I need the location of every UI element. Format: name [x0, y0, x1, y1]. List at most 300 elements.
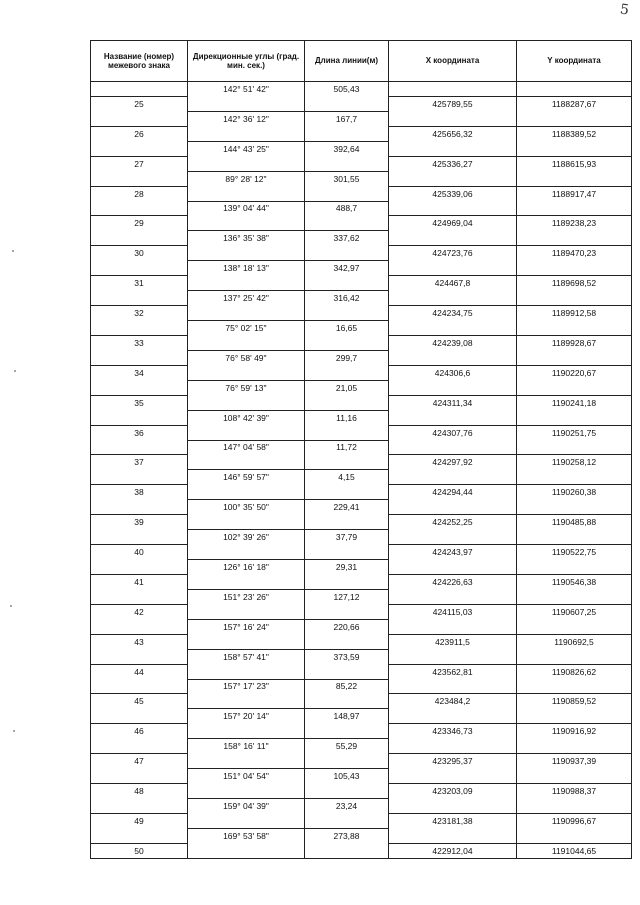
segment-row — [91, 380, 632, 395]
x-coordinate-cell: 424252,25 — [389, 515, 517, 530]
boundary-point-row — [91, 784, 632, 799]
y-coordinate-cell: 1189928,67 — [517, 335, 632, 350]
x-coordinate-cell — [389, 440, 517, 455]
x-coordinate-cell — [389, 560, 517, 575]
line-length-cell: 21,05 — [305, 380, 389, 395]
direction-angle-cell: 147° 04' 58" — [188, 440, 305, 455]
direction-angle-cell: 102° 39' 26" — [188, 530, 305, 545]
point-name-cell — [91, 380, 188, 395]
y-coordinate-cell — [517, 261, 632, 276]
line-length-cell — [305, 276, 389, 291]
line-length-cell — [305, 813, 389, 828]
y-coordinate-cell — [517, 321, 632, 336]
y-coordinate-cell — [517, 828, 632, 843]
y-coordinate-cell: 1191044,65 — [517, 843, 632, 858]
x-coordinate-cell: 424239,08 — [389, 335, 517, 350]
line-length-cell: 505,43 — [305, 82, 389, 97]
y-coordinate-cell — [517, 111, 632, 126]
x-coordinate-cell — [389, 589, 517, 604]
y-coordinate-cell — [517, 380, 632, 395]
direction-angle-cell: 158° 16' 11" — [188, 739, 305, 754]
y-coordinate-cell — [517, 679, 632, 694]
y-coordinate-cell: 1189238,23 — [517, 216, 632, 231]
x-coordinate-cell: 425339,06 — [389, 186, 517, 201]
direction-angle-cell — [188, 156, 305, 171]
direction-angle-cell — [188, 186, 305, 201]
boundary-point-row — [91, 634, 632, 649]
direction-angle-cell — [188, 694, 305, 709]
y-coordinate-cell — [517, 141, 632, 156]
x-coordinate-cell: 424294,44 — [389, 485, 517, 500]
line-length-cell — [305, 335, 389, 350]
table-header-row — [91, 41, 632, 82]
segment-row — [91, 321, 632, 336]
point-name-cell — [91, 769, 188, 784]
point-name-cell — [91, 619, 188, 634]
direction-angle-cell: 100° 35' 50" — [188, 500, 305, 515]
y-coordinate-cell — [517, 799, 632, 814]
line-length-cell — [305, 724, 389, 739]
boundary-point-row — [91, 813, 632, 828]
direction-angle-cell — [188, 365, 305, 380]
point-name-cell: 48 — [91, 784, 188, 799]
x-coordinate-cell: 424969,04 — [389, 216, 517, 231]
point-name-cell: 32 — [91, 306, 188, 321]
point-name-cell: 37 — [91, 455, 188, 470]
point-name-cell: 38 — [91, 485, 188, 500]
segment-row — [91, 679, 632, 694]
line-length-cell — [305, 754, 389, 769]
boundary-point-row — [91, 276, 632, 291]
line-length-cell — [305, 843, 389, 858]
direction-angle-cell — [188, 574, 305, 589]
y-coordinate-cell: 1189912,58 — [517, 306, 632, 321]
direction-angle-cell: 108° 42' 39" — [188, 410, 305, 425]
boundary-point-row — [91, 126, 632, 141]
x-coordinate-cell — [389, 649, 517, 664]
y-coordinate-cell — [517, 589, 632, 604]
line-length-cell: 220,66 — [305, 619, 389, 634]
y-coordinate-cell: 1188287,67 — [517, 96, 632, 111]
direction-angle-cell: 138° 18' 13" — [188, 261, 305, 276]
y-coordinate-cell — [517, 410, 632, 425]
direction-angle-cell — [188, 604, 305, 619]
direction-angle-cell: 142° 36' 12" — [188, 111, 305, 126]
direction-angle-cell — [188, 664, 305, 679]
line-length-cell — [305, 694, 389, 709]
point-name-cell: 41 — [91, 574, 188, 589]
y-coordinate-cell: 1189698,52 — [517, 276, 632, 291]
x-coordinate-cell — [389, 82, 517, 97]
line-length-cell — [305, 604, 389, 619]
direction-angle-cell: 126° 16' 18" — [188, 560, 305, 575]
direction-angle-cell — [188, 276, 305, 291]
point-name-cell — [91, 589, 188, 604]
y-coordinate-cell: 1189470,23 — [517, 246, 632, 261]
x-coordinate-cell: 423484,2 — [389, 694, 517, 709]
direction-angle-cell: 139° 04' 44" — [188, 201, 305, 216]
y-coordinate-cell: 1190937,39 — [517, 754, 632, 769]
line-length-cell: 299,7 — [305, 350, 389, 365]
y-coordinate-cell: 1190258,12 — [517, 455, 632, 470]
point-name-cell — [91, 291, 188, 306]
line-length-cell: 29,31 — [305, 560, 389, 575]
direction-angle-cell — [188, 306, 305, 321]
y-coordinate-cell — [517, 500, 632, 515]
direction-angle-cell: 159° 04' 39" — [188, 799, 305, 814]
point-name-cell — [91, 111, 188, 126]
segment-row — [91, 470, 632, 485]
line-length-cell: 342,97 — [305, 261, 389, 276]
line-length-cell: 167,7 — [305, 111, 389, 126]
line-length-cell: 11,16 — [305, 410, 389, 425]
boundary-point-row — [91, 485, 632, 500]
direction-angle-cell — [188, 515, 305, 530]
boundary-point-row — [91, 455, 632, 470]
line-length-cell — [305, 96, 389, 111]
y-coordinate-cell: 1190546,38 — [517, 574, 632, 589]
point-name-cell — [91, 82, 188, 97]
line-length-cell: 488,7 — [305, 201, 389, 216]
scan-speck — [14, 370, 16, 372]
x-coordinate-cell — [389, 828, 517, 843]
direction-angle-cell — [188, 425, 305, 440]
point-name-cell: 49 — [91, 813, 188, 828]
segment-row — [91, 500, 632, 515]
segment-row — [91, 201, 632, 216]
header-x-coordinate: Х координата — [389, 41, 517, 82]
y-coordinate-cell — [517, 619, 632, 634]
x-coordinate-cell: 424115,03 — [389, 604, 517, 619]
segment-row — [91, 410, 632, 425]
x-coordinate-cell: 422912,04 — [389, 843, 517, 858]
line-length-cell — [305, 306, 389, 321]
direction-angle-cell — [188, 545, 305, 560]
boundary-point-row — [91, 96, 632, 111]
point-name-cell — [91, 828, 188, 843]
x-coordinate-cell — [389, 500, 517, 515]
y-coordinate-cell: 1190988,37 — [517, 784, 632, 799]
direction-angle-cell: 136° 35' 38" — [188, 231, 305, 246]
direction-angle-cell — [188, 784, 305, 799]
segment-row — [91, 350, 632, 365]
direction-angle-cell: 137° 25' 42" — [188, 291, 305, 306]
point-name-cell: 36 — [91, 425, 188, 440]
scan-speck — [13, 730, 15, 732]
direction-angle-cell: 158° 57' 41" — [188, 649, 305, 664]
x-coordinate-cell — [389, 291, 517, 306]
segment-row — [91, 560, 632, 575]
point-name-cell: 35 — [91, 395, 188, 410]
direction-angle-cell: 142° 51' 42" — [188, 82, 305, 97]
x-coordinate-cell: 423181,38 — [389, 813, 517, 828]
line-length-cell — [305, 186, 389, 201]
direction-angle-cell: 157° 20' 14" — [188, 709, 305, 724]
point-name-cell: 45 — [91, 694, 188, 709]
direction-angle-cell: 157° 17' 23" — [188, 679, 305, 694]
segment-row — [91, 440, 632, 455]
x-coordinate-cell — [389, 201, 517, 216]
direction-angle-cell — [188, 126, 305, 141]
point-name-cell — [91, 201, 188, 216]
line-length-cell — [305, 574, 389, 589]
segment-row — [91, 649, 632, 664]
segment-row — [91, 111, 632, 126]
scan-speck — [10, 605, 12, 607]
x-coordinate-cell: 424226,63 — [389, 574, 517, 589]
header-point-name: Название (номер) межевого знака — [91, 41, 188, 82]
x-coordinate-cell: 424307,76 — [389, 425, 517, 440]
direction-angle-cell — [188, 455, 305, 470]
line-length-cell: 392,64 — [305, 141, 389, 156]
y-coordinate-cell: 1190220,67 — [517, 365, 632, 380]
direction-angle-cell: 76° 58' 49" — [188, 350, 305, 365]
direction-angle-cell: 144° 43' 25" — [188, 141, 305, 156]
direction-angle-cell — [188, 96, 305, 111]
line-length-cell: 16,65 — [305, 321, 389, 336]
boundary-point-row — [91, 246, 632, 261]
y-coordinate-cell: 1188917,47 — [517, 186, 632, 201]
segment-row — [91, 530, 632, 545]
x-coordinate-cell — [389, 171, 517, 186]
direction-angle-cell — [188, 634, 305, 649]
point-name-cell: 34 — [91, 365, 188, 380]
x-coordinate-cell — [389, 321, 517, 336]
x-coordinate-cell — [389, 350, 517, 365]
header-direction-angle: Дирекционные углы (град. мин. сек.) — [188, 41, 305, 82]
y-coordinate-cell: 1190522,75 — [517, 545, 632, 560]
header-line-length: Длина линии(м) — [305, 41, 389, 82]
x-coordinate-cell — [389, 470, 517, 485]
x-coordinate-cell — [389, 619, 517, 634]
boundary-point-row — [91, 186, 632, 201]
boundary-point-row — [91, 156, 632, 171]
point-name-cell: 39 — [91, 515, 188, 530]
point-name-cell: 44 — [91, 664, 188, 679]
line-length-cell: 23,24 — [305, 799, 389, 814]
boundary-point-row — [91, 395, 632, 410]
point-name-cell: 43 — [91, 634, 188, 649]
point-name-cell — [91, 500, 188, 515]
x-coordinate-cell: 424723,76 — [389, 246, 517, 261]
point-name-cell — [91, 141, 188, 156]
point-name-cell — [91, 649, 188, 664]
line-length-cell — [305, 365, 389, 380]
line-length-cell: 337,62 — [305, 231, 389, 246]
segment-row — [91, 82, 632, 97]
y-coordinate-cell — [517, 769, 632, 784]
y-coordinate-cell — [517, 231, 632, 246]
point-name-cell — [91, 410, 188, 425]
point-name-cell: 28 — [91, 186, 188, 201]
segment-row — [91, 291, 632, 306]
x-coordinate-cell: 423562,81 — [389, 664, 517, 679]
line-length-cell — [305, 425, 389, 440]
direction-angle-cell: 146° 59' 57" — [188, 470, 305, 485]
direction-angle-cell — [188, 485, 305, 500]
x-coordinate-cell: 424234,75 — [389, 306, 517, 321]
boundary-point-row — [91, 664, 632, 679]
point-name-cell: 30 — [91, 246, 188, 261]
y-coordinate-cell — [517, 350, 632, 365]
y-coordinate-cell — [517, 739, 632, 754]
y-coordinate-cell: 1190241,18 — [517, 395, 632, 410]
x-coordinate-cell — [389, 530, 517, 545]
line-length-cell: 11,72 — [305, 440, 389, 455]
segment-row — [91, 709, 632, 724]
line-length-cell: 85,22 — [305, 679, 389, 694]
point-name-cell — [91, 321, 188, 336]
boundary-point-row — [91, 724, 632, 739]
boundary-point-row — [91, 843, 632, 858]
segment-row — [91, 769, 632, 784]
y-coordinate-cell: 1190859,52 — [517, 694, 632, 709]
y-coordinate-cell: 1188615,93 — [517, 156, 632, 171]
boundary-point-row — [91, 604, 632, 619]
boundary-point-row — [91, 574, 632, 589]
page-number-mark: 5 — [618, 1, 630, 19]
scan-speck — [12, 250, 14, 252]
y-coordinate-cell — [517, 649, 632, 664]
point-name-cell: 47 — [91, 754, 188, 769]
line-length-cell: 105,43 — [305, 769, 389, 784]
boundary-point-row — [91, 545, 632, 560]
line-length-cell — [305, 784, 389, 799]
x-coordinate-cell — [389, 231, 517, 246]
x-coordinate-cell — [389, 769, 517, 784]
point-name-cell: 26 — [91, 126, 188, 141]
point-name-cell: 40 — [91, 545, 188, 560]
line-length-cell: 273,88 — [305, 828, 389, 843]
direction-angle-cell — [188, 246, 305, 261]
direction-angle-cell: 75° 02' 15" — [188, 321, 305, 336]
x-coordinate-cell: 423203,09 — [389, 784, 517, 799]
line-length-cell: 127,12 — [305, 589, 389, 604]
line-length-cell: 373,59 — [305, 649, 389, 664]
segment-row — [91, 261, 632, 276]
point-name-cell — [91, 440, 188, 455]
point-name-cell — [91, 560, 188, 575]
y-coordinate-cell: 1188389,52 — [517, 126, 632, 141]
line-length-cell — [305, 246, 389, 261]
y-coordinate-cell: 1190692,5 — [517, 634, 632, 649]
boundary-point-row — [91, 335, 632, 350]
direction-angle-cell: 89° 28' 12" — [188, 171, 305, 186]
line-length-cell: 4,15 — [305, 470, 389, 485]
point-name-cell: 50 — [91, 843, 188, 858]
segment-row — [91, 589, 632, 604]
direction-angle-cell: 169° 53' 58" — [188, 828, 305, 843]
y-coordinate-cell: 1190260,38 — [517, 485, 632, 500]
point-name-cell: 42 — [91, 604, 188, 619]
line-length-cell — [305, 634, 389, 649]
point-name-cell — [91, 350, 188, 365]
y-coordinate-cell: 1190826,62 — [517, 664, 632, 679]
x-coordinate-cell — [389, 679, 517, 694]
segment-row — [91, 231, 632, 246]
x-coordinate-cell — [389, 141, 517, 156]
x-coordinate-cell: 425656,32 — [389, 126, 517, 141]
x-coordinate-cell: 424243,97 — [389, 545, 517, 560]
direction-angle-cell — [188, 813, 305, 828]
line-length-cell — [305, 395, 389, 410]
point-name-cell — [91, 799, 188, 814]
boundary-point-row — [91, 365, 632, 380]
point-name-cell — [91, 171, 188, 186]
point-name-cell — [91, 739, 188, 754]
boundary-point-row — [91, 754, 632, 769]
y-coordinate-cell: 1190485,88 — [517, 515, 632, 530]
x-coordinate-cell — [389, 709, 517, 724]
line-length-cell — [305, 455, 389, 470]
y-coordinate-cell: 1190251,75 — [517, 425, 632, 440]
segment-row — [91, 171, 632, 186]
boundary-coordinates-table — [90, 40, 632, 859]
y-coordinate-cell — [517, 470, 632, 485]
direction-angle-cell: 151° 04' 54" — [188, 769, 305, 784]
direction-angle-cell — [188, 754, 305, 769]
point-name-cell: 25 — [91, 96, 188, 111]
point-name-cell — [91, 679, 188, 694]
boundary-point-row — [91, 425, 632, 440]
x-coordinate-cell — [389, 410, 517, 425]
segment-row — [91, 141, 632, 156]
line-length-cell: 55,29 — [305, 739, 389, 754]
y-coordinate-cell — [517, 82, 632, 97]
line-length-cell — [305, 216, 389, 231]
point-name-cell — [91, 261, 188, 276]
y-coordinate-cell — [517, 201, 632, 216]
segment-row — [91, 799, 632, 814]
x-coordinate-cell: 423346,73 — [389, 724, 517, 739]
boundary-point-row — [91, 216, 632, 231]
x-coordinate-cell: 424297,92 — [389, 455, 517, 470]
boundary-point-row — [91, 694, 632, 709]
x-coordinate-cell — [389, 261, 517, 276]
point-name-cell — [91, 470, 188, 485]
y-coordinate-cell — [517, 440, 632, 455]
x-coordinate-cell — [389, 799, 517, 814]
boundary-point-row — [91, 306, 632, 321]
point-name-cell: 31 — [91, 276, 188, 291]
direction-angle-cell — [188, 724, 305, 739]
y-coordinate-cell — [517, 560, 632, 575]
y-coordinate-cell: 1190607,25 — [517, 604, 632, 619]
direction-angle-cell — [188, 216, 305, 231]
y-coordinate-cell: 1190916,92 — [517, 724, 632, 739]
point-name-cell: 27 — [91, 156, 188, 171]
x-coordinate-cell: 425789,55 — [389, 96, 517, 111]
line-length-cell — [305, 485, 389, 500]
point-name-cell: 33 — [91, 335, 188, 350]
direction-angle-cell: 151° 23' 26" — [188, 589, 305, 604]
point-name-cell — [91, 231, 188, 246]
point-name-cell — [91, 709, 188, 724]
direction-angle-cell — [188, 335, 305, 350]
y-coordinate-cell — [517, 291, 632, 306]
y-coordinate-cell — [517, 709, 632, 724]
x-coordinate-cell: 423911,5 — [389, 634, 517, 649]
point-name-cell: 29 — [91, 216, 188, 231]
x-coordinate-cell: 424311,34 — [389, 395, 517, 410]
point-name-cell — [91, 530, 188, 545]
direction-angle-cell: 76° 59' 13" — [188, 380, 305, 395]
line-length-cell — [305, 545, 389, 560]
line-length-cell: 148,97 — [305, 709, 389, 724]
boundary-point-row — [91, 515, 632, 530]
y-coordinate-cell: 1190996,67 — [517, 813, 632, 828]
line-length-cell — [305, 664, 389, 679]
